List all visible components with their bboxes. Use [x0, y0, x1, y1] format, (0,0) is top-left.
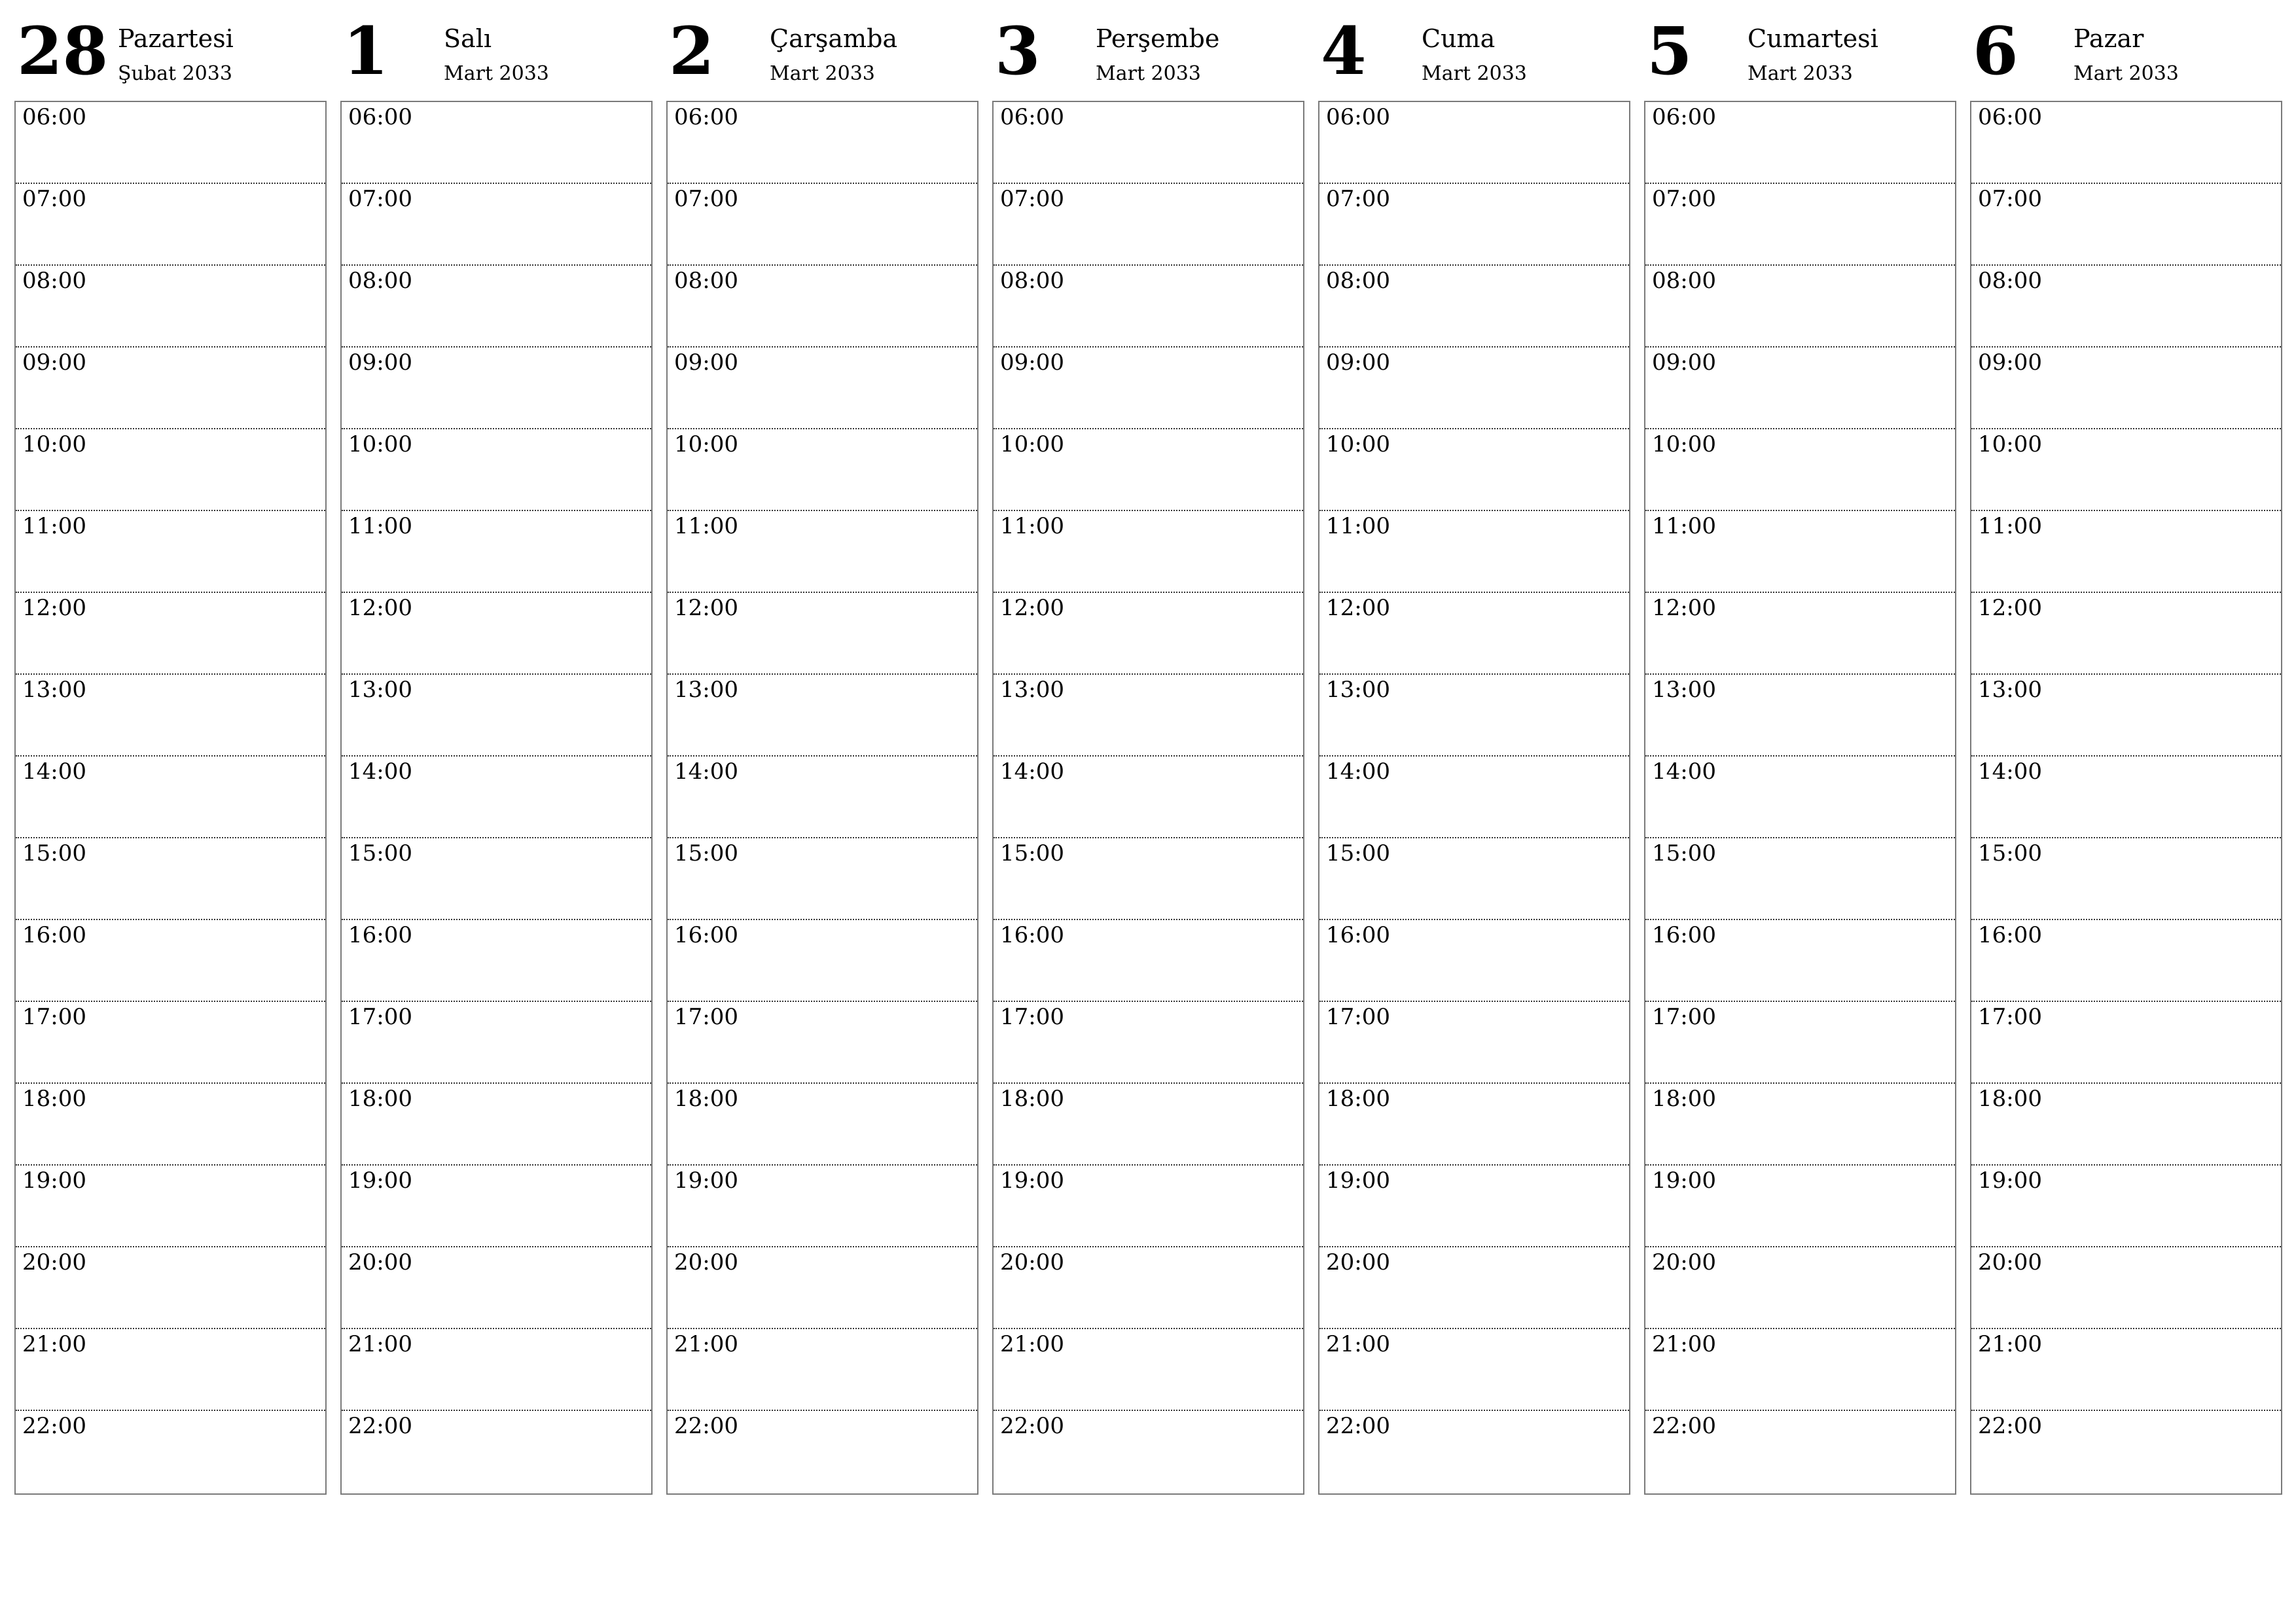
- time-slot: [1319, 266, 1629, 348]
- time-slot: [16, 1247, 325, 1329]
- time-label: 17:00: [674, 1004, 738, 1030]
- day-header: [14, 0, 327, 101]
- day-schedule-box: [1318, 101, 1630, 1495]
- day-number: 28: [17, 12, 109, 90]
- time-label: 06:00: [1978, 104, 2042, 130]
- time-label: 17:00: [22, 1004, 86, 1030]
- time-label: 07:00: [22, 186, 86, 212]
- time-slot: [342, 184, 651, 266]
- time-slot: [16, 838, 325, 920]
- time-slot: [16, 1084, 325, 1166]
- time-label: 20:00: [1978, 1249, 2042, 1275]
- time-label: 18:00: [1000, 1086, 1064, 1112]
- time-label: 19:00: [1326, 1168, 1390, 1194]
- time-slot: [994, 1247, 1303, 1329]
- time-slot: [1971, 511, 2281, 593]
- time-label: 09:00: [348, 349, 412, 376]
- time-label: 14:00: [1000, 758, 1064, 785]
- time-label: 12:00: [674, 595, 738, 621]
- day-number: 6: [1973, 12, 2018, 90]
- time-label: 20:00: [348, 1249, 412, 1275]
- time-label: 13:00: [1000, 677, 1064, 703]
- time-label: 22:00: [1000, 1413, 1064, 1439]
- time-slot: [1971, 1166, 2281, 1247]
- time-label: 10:00: [674, 431, 738, 457]
- time-label: 09:00: [22, 349, 86, 376]
- time-slot: [16, 1411, 325, 1493]
- time-label: 15:00: [1000, 840, 1064, 866]
- time-slot: [1971, 1084, 2281, 1166]
- time-slot: [342, 1084, 651, 1166]
- time-label: 12:00: [1652, 595, 1716, 621]
- time-slot: [668, 1002, 977, 1084]
- day-name: Çarşamba: [770, 24, 898, 53]
- time-slot: [668, 1166, 977, 1247]
- time-label: 11:00: [674, 513, 738, 539]
- day-month: Mart 2033: [1096, 62, 1201, 85]
- day-month: Mart 2033: [1422, 62, 1527, 85]
- time-label: 13:00: [1326, 677, 1390, 703]
- time-slot: [668, 429, 977, 511]
- time-slot: [342, 1002, 651, 1084]
- day-month: Mart 2033: [2073, 62, 2179, 85]
- time-label: 15:00: [674, 840, 738, 866]
- time-label: 22:00: [348, 1413, 412, 1439]
- time-slot: [16, 1329, 325, 1411]
- time-label: 14:00: [1652, 758, 1716, 785]
- time-label: 16:00: [22, 922, 86, 948]
- time-slot: [1971, 266, 2281, 348]
- time-slot: [668, 757, 977, 838]
- time-slot: [1645, 511, 1955, 593]
- time-slot: [16, 429, 325, 511]
- time-label: 10:00: [348, 431, 412, 457]
- time-slot: [668, 593, 977, 675]
- time-slot: [342, 757, 651, 838]
- time-label: 14:00: [1326, 758, 1390, 785]
- time-slot: [1319, 1084, 1629, 1166]
- day-month: Mart 2033: [1748, 62, 1853, 85]
- time-label: 18:00: [22, 1086, 86, 1112]
- time-label: 20:00: [1000, 1249, 1064, 1275]
- time-slot: [16, 102, 325, 184]
- time-slot: [1971, 838, 2281, 920]
- time-slot: [342, 838, 651, 920]
- time-label: 17:00: [348, 1004, 412, 1030]
- time-slot: [994, 511, 1303, 593]
- time-slot: [1319, 1166, 1629, 1247]
- time-slot: [1319, 1247, 1629, 1329]
- time-slot: [994, 348, 1303, 429]
- time-label: 07:00: [1978, 186, 2042, 212]
- time-label: 18:00: [1978, 1086, 2042, 1112]
- time-label: 15:00: [1326, 840, 1390, 866]
- day-column: [666, 0, 978, 1439]
- time-label: 21:00: [1652, 1331, 1716, 1357]
- time-slot: [342, 1411, 651, 1493]
- day-name: Cuma: [1422, 24, 1496, 53]
- time-label: 06:00: [1652, 104, 1716, 130]
- time-label: 11:00: [1978, 513, 2042, 539]
- day-column: [992, 0, 1304, 1439]
- time-slot: [1319, 593, 1629, 675]
- day-name: Pazartesi: [118, 24, 234, 53]
- time-slot: [16, 1002, 325, 1084]
- time-label: 22:00: [1978, 1413, 2042, 1439]
- day-schedule-box: [992, 101, 1304, 1495]
- time-label: 21:00: [674, 1331, 738, 1357]
- time-slot: [994, 102, 1303, 184]
- time-slot: [16, 266, 325, 348]
- time-slot: [668, 1411, 977, 1493]
- time-label: 08:00: [1978, 268, 2042, 294]
- time-slot: [342, 1166, 651, 1247]
- time-label: 20:00: [674, 1249, 738, 1275]
- time-label: 12:00: [1000, 595, 1064, 621]
- day-number: 5: [1647, 12, 1693, 90]
- time-slot: [1645, 1002, 1955, 1084]
- time-label: 20:00: [1326, 1249, 1390, 1275]
- time-label: 14:00: [348, 758, 412, 785]
- time-label: 10:00: [1326, 431, 1390, 457]
- time-label: 08:00: [22, 268, 86, 294]
- time-label: 10:00: [1000, 431, 1064, 457]
- day-header: [1644, 0, 1956, 101]
- time-label: 21:00: [1326, 1331, 1390, 1357]
- time-label: 18:00: [1652, 1086, 1716, 1112]
- time-label: 19:00: [674, 1168, 738, 1194]
- time-slot: [1319, 1411, 1629, 1493]
- time-slot: [994, 675, 1303, 757]
- time-slot: [1971, 429, 2281, 511]
- time-label: 19:00: [1652, 1168, 1716, 1194]
- time-slot: [1971, 920, 2281, 1002]
- time-label: 21:00: [22, 1331, 86, 1357]
- day-column: [1644, 0, 1956, 1439]
- time-slot: [994, 429, 1303, 511]
- time-label: 13:00: [674, 677, 738, 703]
- time-label: 11:00: [22, 513, 86, 539]
- time-label: 17:00: [1978, 1004, 2042, 1030]
- time-label: 16:00: [348, 922, 412, 948]
- time-label: 06:00: [348, 104, 412, 130]
- time-label: 17:00: [1326, 1004, 1390, 1030]
- day-number: 3: [995, 12, 1041, 90]
- time-label: 15:00: [1978, 840, 2042, 866]
- time-slot: [1971, 1411, 2281, 1493]
- time-label: 06:00: [22, 104, 86, 130]
- time-slot: [1645, 1247, 1955, 1329]
- day-schedule-box: [666, 101, 978, 1495]
- time-slot: [1645, 1411, 1955, 1493]
- time-label: 18:00: [674, 1086, 738, 1112]
- time-slot: [342, 511, 651, 593]
- time-label: 18:00: [348, 1086, 412, 1112]
- time-slot: [1319, 675, 1629, 757]
- time-slot: [1645, 1166, 1955, 1247]
- time-label: 12:00: [22, 595, 86, 621]
- time-slot: [1971, 1247, 2281, 1329]
- time-slot: [1319, 102, 1629, 184]
- time-slot: [1971, 184, 2281, 266]
- day-number: 2: [669, 12, 715, 90]
- time-slot: [1645, 1084, 1955, 1166]
- time-slot: [668, 348, 977, 429]
- time-label: 08:00: [674, 268, 738, 294]
- time-label: 12:00: [1326, 595, 1390, 621]
- time-label: 07:00: [1652, 186, 1716, 212]
- time-slot: [1645, 593, 1955, 675]
- day-month: Şubat 2033: [118, 62, 232, 85]
- time-label: 08:00: [348, 268, 412, 294]
- time-slot: [1645, 757, 1955, 838]
- time-slot: [342, 1329, 651, 1411]
- time-slot: [994, 1002, 1303, 1084]
- time-label: 13:00: [348, 677, 412, 703]
- time-slot: [342, 429, 651, 511]
- day-schedule-box: [340, 101, 653, 1495]
- time-label: 09:00: [1000, 349, 1064, 376]
- time-slot: [668, 184, 977, 266]
- time-slot: [16, 184, 325, 266]
- time-slot: [1645, 838, 1955, 920]
- time-label: 13:00: [1652, 677, 1716, 703]
- day-schedule-box: [1644, 101, 1956, 1495]
- time-label: 09:00: [1652, 349, 1716, 376]
- time-label: 10:00: [22, 431, 86, 457]
- time-slot: [1319, 184, 1629, 266]
- time-label: 11:00: [1326, 513, 1390, 539]
- time-slot: [342, 102, 651, 184]
- time-slot: [1645, 1329, 1955, 1411]
- day-name: Cumartesi: [1748, 24, 1878, 53]
- time-label: 16:00: [1978, 922, 2042, 948]
- time-label: 16:00: [1326, 922, 1390, 948]
- day-month: Mart 2033: [444, 62, 549, 85]
- time-slot: [16, 920, 325, 1002]
- time-label: 10:00: [1978, 431, 2042, 457]
- time-slot: [1319, 757, 1629, 838]
- day-schedule-box: [1970, 101, 2282, 1495]
- time-label: 11:00: [1000, 513, 1064, 539]
- time-label: 14:00: [1978, 758, 2042, 785]
- day-header: [992, 0, 1304, 101]
- time-slot: [1645, 102, 1955, 184]
- time-slot: [994, 920, 1303, 1002]
- time-slot: [1971, 348, 2281, 429]
- time-label: 21:00: [1978, 1331, 2042, 1357]
- time-label: 07:00: [1326, 186, 1390, 212]
- time-slot: [342, 593, 651, 675]
- day-column: [340, 0, 653, 1439]
- time-label: 19:00: [1978, 1168, 2042, 1194]
- time-label: 15:00: [22, 840, 86, 866]
- time-slot: [1319, 348, 1629, 429]
- time-slot: [1645, 266, 1955, 348]
- day-month: Mart 2033: [770, 62, 875, 85]
- time-slot: [668, 920, 977, 1002]
- time-slot: [342, 920, 651, 1002]
- day-schedule-box: [14, 101, 327, 1495]
- time-label: 06:00: [1326, 104, 1390, 130]
- time-slot: [342, 348, 651, 429]
- time-label: 22:00: [1326, 1413, 1390, 1439]
- time-slot: [668, 838, 977, 920]
- time-slot: [668, 102, 977, 184]
- day-number: 1: [343, 12, 389, 90]
- time-label: 07:00: [348, 186, 412, 212]
- time-slot: [1971, 757, 2281, 838]
- time-slot: [1971, 675, 2281, 757]
- time-label: 08:00: [1652, 268, 1716, 294]
- time-label: 19:00: [22, 1168, 86, 1194]
- day-column: [1318, 0, 1630, 1439]
- time-slot: [1645, 184, 1955, 266]
- time-label: 21:00: [348, 1331, 412, 1357]
- day-name: Pazar: [2073, 24, 2144, 53]
- time-slot: [1645, 348, 1955, 429]
- time-slot: [994, 1411, 1303, 1493]
- time-label: 09:00: [1326, 349, 1390, 376]
- time-label: 15:00: [348, 840, 412, 866]
- time-slot: [994, 757, 1303, 838]
- time-slot: [1319, 429, 1629, 511]
- time-slot: [16, 757, 325, 838]
- time-slot: [16, 1166, 325, 1247]
- time-slot: [16, 511, 325, 593]
- time-slot: [16, 593, 325, 675]
- time-label: 09:00: [674, 349, 738, 376]
- time-slot: [1319, 838, 1629, 920]
- time-label: 15:00: [1652, 840, 1716, 866]
- day-column: [14, 0, 327, 1439]
- time-slot: [1319, 920, 1629, 1002]
- time-label: 17:00: [1652, 1004, 1716, 1030]
- time-slot: [1971, 102, 2281, 184]
- time-label: 07:00: [674, 186, 738, 212]
- time-slot: [1971, 593, 2281, 675]
- time-slot: [994, 1084, 1303, 1166]
- time-slot: [16, 675, 325, 757]
- time-label: 22:00: [674, 1413, 738, 1439]
- time-label: 20:00: [22, 1249, 86, 1275]
- time-slot: [1971, 1329, 2281, 1411]
- time-slot: [16, 348, 325, 429]
- time-label: 18:00: [1326, 1086, 1390, 1112]
- time-slot: [342, 675, 651, 757]
- time-slot: [1319, 1002, 1629, 1084]
- time-slot: [668, 1329, 977, 1411]
- time-slot: [668, 675, 977, 757]
- time-label: 12:00: [1978, 595, 2042, 621]
- time-label: 17:00: [1000, 1004, 1064, 1030]
- day-header: [1318, 0, 1630, 101]
- time-label: 12:00: [348, 595, 412, 621]
- time-slot: [994, 593, 1303, 675]
- time-label: 11:00: [348, 513, 412, 539]
- time-slot: [668, 1084, 977, 1166]
- time-label: 19:00: [1000, 1168, 1064, 1194]
- time-label: 13:00: [1978, 677, 2042, 703]
- time-label: 08:00: [1326, 268, 1390, 294]
- day-header: [666, 0, 978, 101]
- time-label: 22:00: [22, 1413, 86, 1439]
- day-column: [1970, 0, 2282, 1439]
- time-label: 16:00: [674, 922, 738, 948]
- time-slot: [994, 1166, 1303, 1247]
- time-label: 14:00: [22, 758, 86, 785]
- day-name: Perşembe: [1096, 24, 1220, 53]
- time-slot: [342, 266, 651, 348]
- time-slot: [994, 838, 1303, 920]
- time-slot: [1645, 675, 1955, 757]
- day-number: 4: [1321, 12, 1367, 90]
- time-label: 16:00: [1000, 922, 1064, 948]
- time-label: 09:00: [1978, 349, 2042, 376]
- time-label: 13:00: [22, 677, 86, 703]
- day-header: [340, 0, 653, 101]
- time-label: 10:00: [1652, 431, 1716, 457]
- time-slot: [1645, 920, 1955, 1002]
- time-label: 22:00: [1652, 1413, 1716, 1439]
- day-header: [1970, 0, 2282, 101]
- time-label: 19:00: [348, 1168, 412, 1194]
- time-label: 20:00: [1652, 1249, 1716, 1275]
- time-label: 06:00: [1000, 104, 1064, 130]
- time-slot: [1645, 429, 1955, 511]
- day-name: Salı: [444, 24, 492, 53]
- time-label: 16:00: [1652, 922, 1716, 948]
- time-label: 06:00: [674, 104, 738, 130]
- time-slot: [1971, 1002, 2281, 1084]
- time-slot: [1319, 1329, 1629, 1411]
- time-label: 14:00: [674, 758, 738, 785]
- time-slot: [668, 1247, 977, 1329]
- time-slot: [342, 1247, 651, 1329]
- time-label: 21:00: [1000, 1331, 1064, 1357]
- time-label: 07:00: [1000, 186, 1064, 212]
- time-slot: [668, 511, 977, 593]
- time-slot: [994, 266, 1303, 348]
- time-slot: [1319, 511, 1629, 593]
- time-slot: [994, 1329, 1303, 1411]
- time-label: 08:00: [1000, 268, 1064, 294]
- time-label: 11:00: [1652, 513, 1716, 539]
- time-slot: [994, 184, 1303, 266]
- time-slot: [668, 266, 977, 348]
